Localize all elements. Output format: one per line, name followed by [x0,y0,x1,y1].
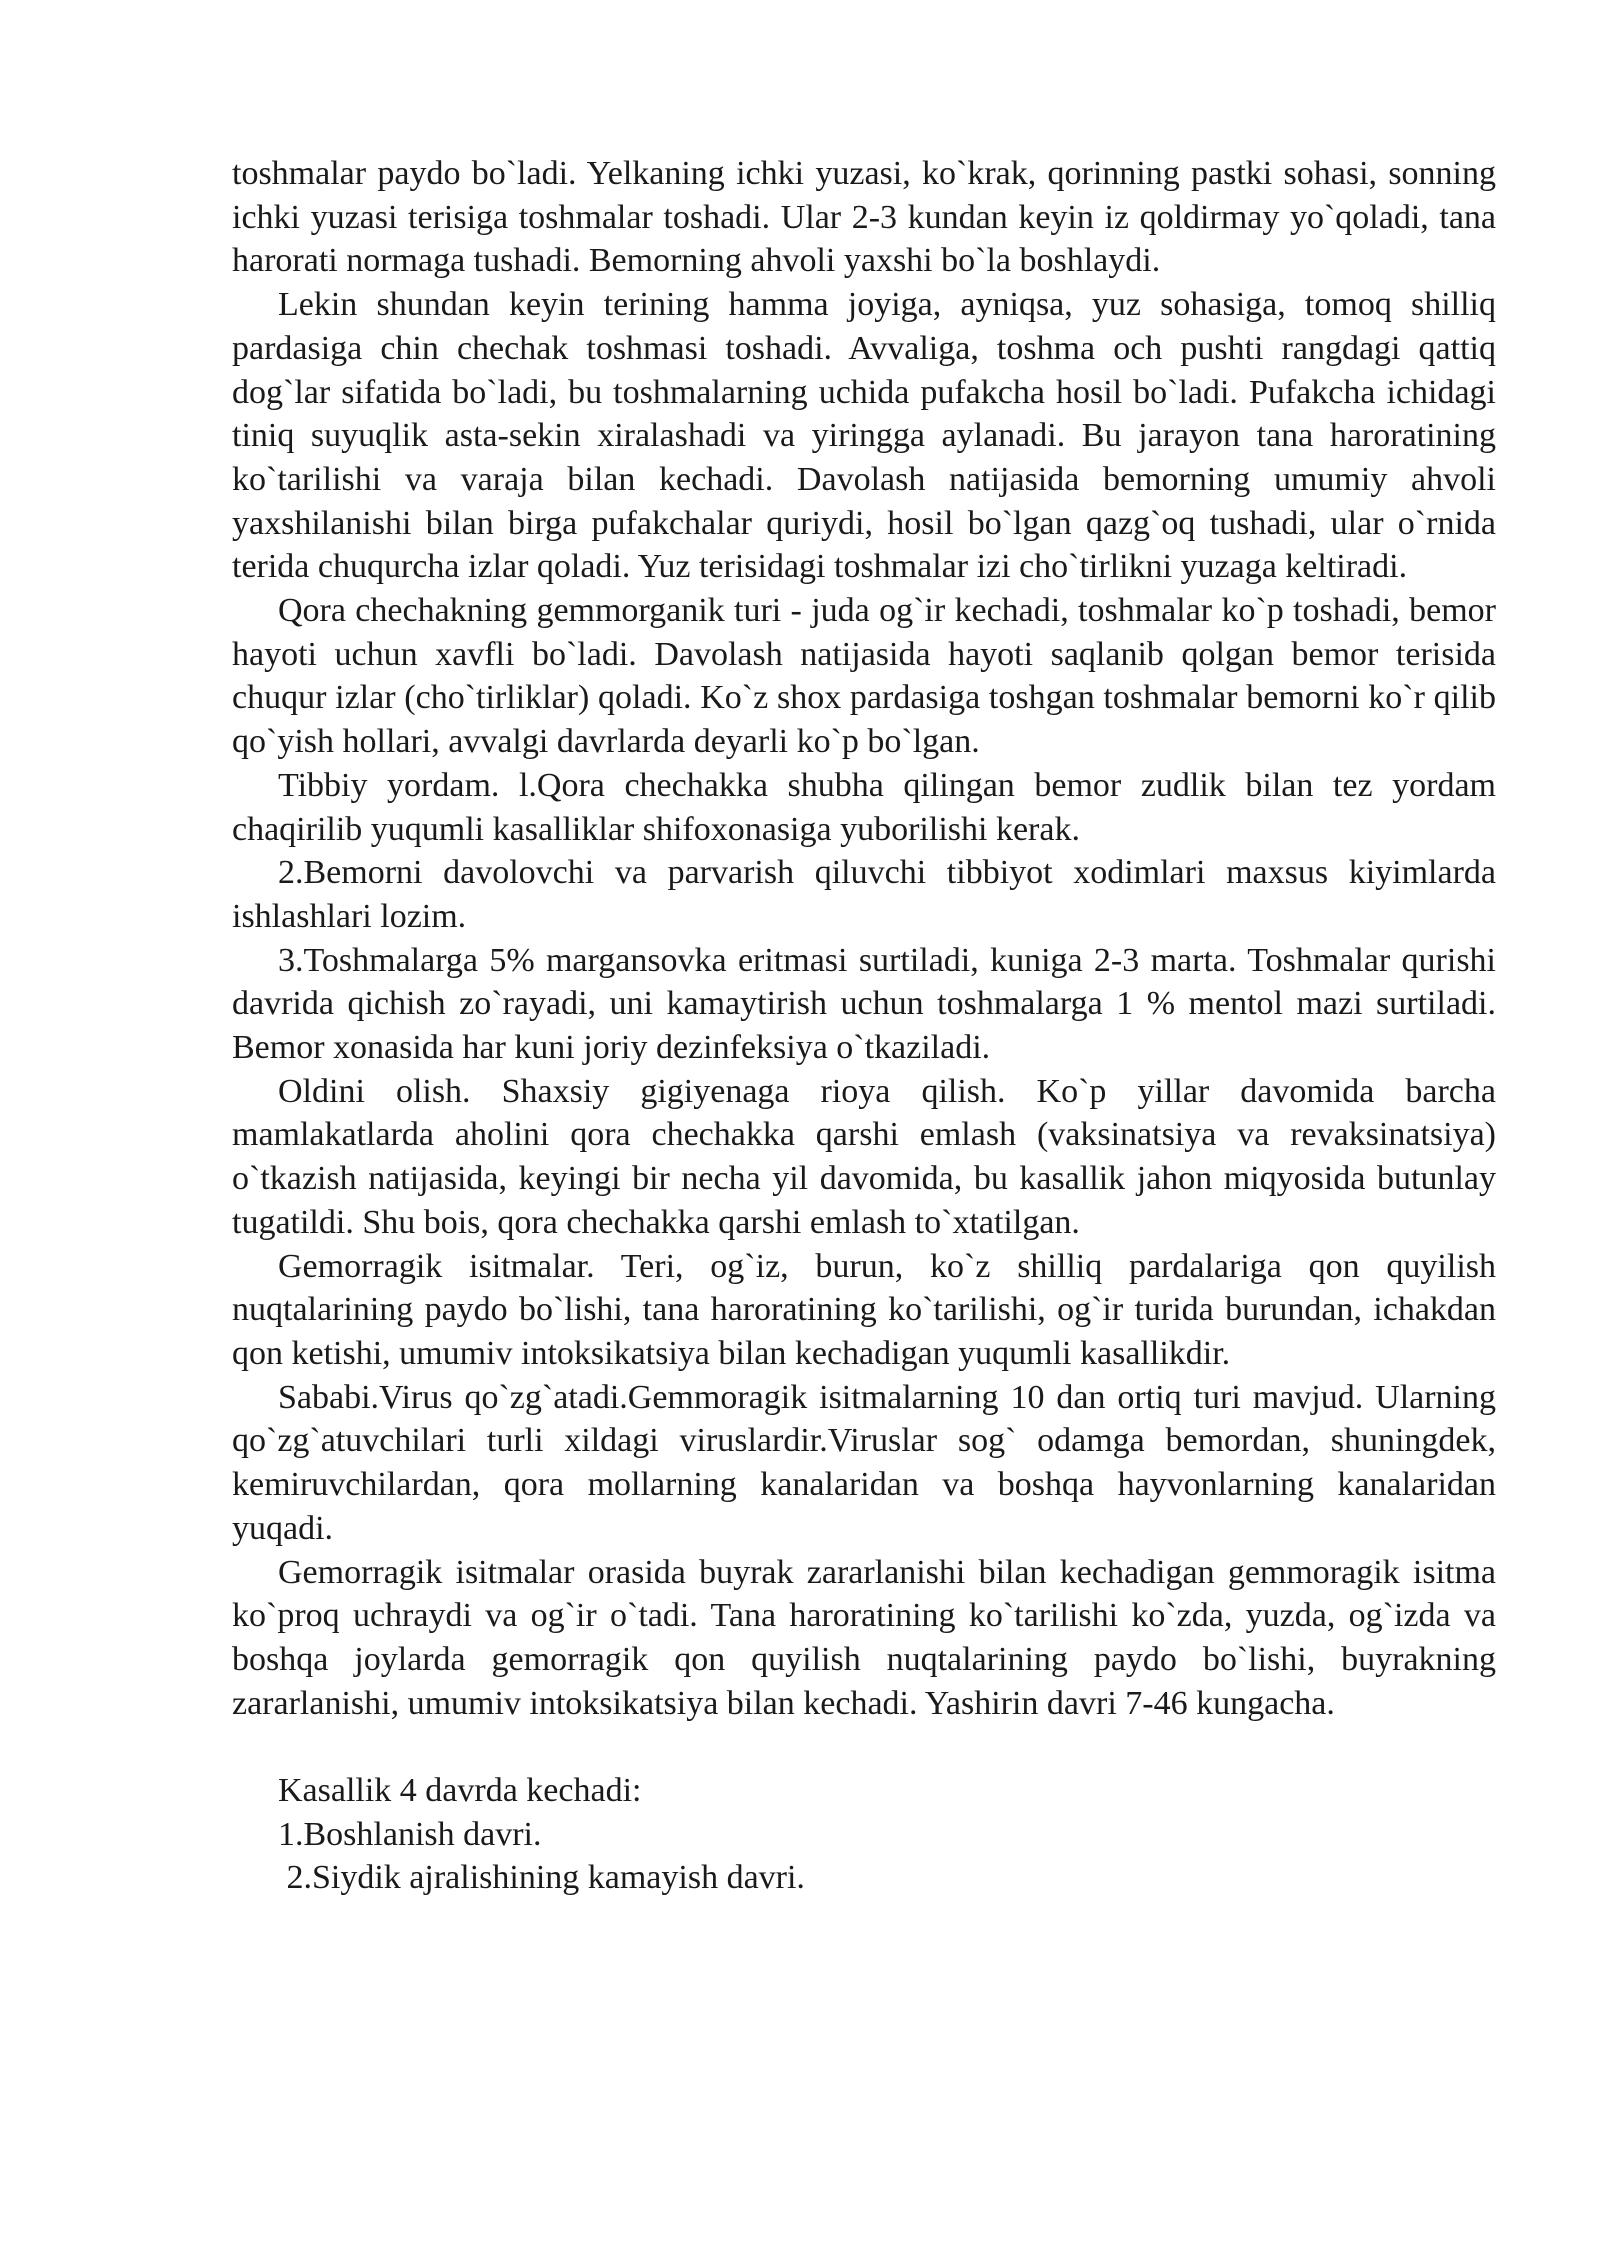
paragraph-staff-clothing: 2.Bemorni davolovchi va parvarish qiluvchi tibbiyot xodimlari maxsus kiyimlarda ishlashlari lozim. [232,854,1496,935]
paragraph-medical-help: Tibbiy yordam. l.Qora chechakka shubha qilingan bemor zudlik bilan tez yordam chaqirilib yuqumli kasalliklar shifoxonasiga yuborilishi kerak. [232,766,1496,848]
document-page [232,152,1496,1900]
blank-line [232,1725,1496,1769]
paragraph-cause: Sababi.Virus qo`zg`atadi.Gemmoragik isitmalarning 10 dan ortiq turi mavjud. Ularning qo`zg`atuvchilari turli xildagi viruslardir.Viruslar sog` odamga bemordan, shuningdek, kemiruvchilardan, qora mollarning kanalaridan va boshqa hayvonlarning kanalaridan yuqadi. [232,1378,1496,1547]
list-item: 2.Siydik ajralishining kamayish davri. [278,1859,805,1897]
paragraph-prevention: Oldini olish. Shaxsiy gigiyenaga rioya qilish. Ko`p yillar davomida barcha mamlakatlarda aholini qora chechakka qarshi emlash (vaksinatsiya va revaksinatsiya) o`tkazish natijasida, keyingi bir necha yil davomida, bu kasallik jahon miqyosida butunlay tugatildi. Shu bois, qora chechakka qarshi emlash to`xtatilgan. [232,1072,1496,1241]
list-item: 1.Boshlanish davri. [278,1815,542,1853]
list-heading: Kasallik 4 davrda kechadi: [278,1772,642,1809]
paragraph-hemorrhagic-fevers: Gemorragik isitmalar. Teri, og`iz, burun, ko`z shilliq pardalariga qon quyilish nuqtalarining paydo bo`lishi, tana haroratining ko`tarilishi, og`ir turida burundan, ichakdan qon ketishi, umumiv intoksikatsiya bilan kechadigan yuqumli kasallikdir. [232,1247,1496,1372]
paragraph-hemorrhagic-type: Qora chechakning gemmorganik turi - juda og`ir kechadi, toshmalar ko`p toshadi, bemor hayoti uchun xavfli bo`ladi. Davolash natijasida hayoti saqlanib qolgan bemor terisida chuqur izlar (cho`tirliklar) qoladi. Ko`z shox pardasiga toshgan toshmalar bemorni ko`r qilib qo`yish hollari, avvalgi davrlarda deyarli ko`p bo`lgan. [232,592,1496,761]
paragraph-rash-description: Lekin shundan keyin terining hamma joyiga, ayniqsa, yuz sohasiga, tomoq shilliq pardasiga chin chechak toshmasi toshadi. Avvaliga, toshma och pushti rangdagi qattiq dog`lar sifatida bo`ladi, bu toshmalarning uchida pufakcha hosil bo`ladi. Pufakcha ichidagi tiniq suyuqlik asta-sekin xiralashadi va yiringga aylanadi. Bu jarayon tana haroratining ko`tarilishi va varaja bilan kechadi. Davolash natijasida bemorning umumiy ahvoli yaxshilanishi bilan birga pufakchalar quriydi, hosil bo`lgan qazg`oq tushadi, ular o`rnida terida chuqurcha izlar qoladi. Yuz terisidagi toshmalar izi cho`tirlikni yuzaga keltiradi. [232,286,1496,586]
paragraph-renal-fever: Gemorragik isitmalar orasida buyrak zararlanishi bilan kechadigan gemmoragik isitma ko`proq uchraydi va og`ir o`tadi. Tana haroratining ko`tarilishi ko`zda, yuzda, og`izda va boshqa joylarda gemorragik qon quyilish nuqtalarining paydo bo`lishi, buyrakning zararlanishi, umumiv intoksikatsiya bilan kechadi. Yashirin davri 7-46 kungacha. [232,1553,1496,1722]
paragraph-rash-treatment: 3.Toshmalarga 5% margansovka eritmasi surtiladi, kuniga 2-3 marta. Toshmalar qurishi davrida qichish zo`rayadi, uni kamaytirish uchun toshmalarga 1 % mentol mazi surtiladi. Bemor xonasida har kuni joriy dezinfeksiya o`tkaziladi. [232,941,1496,1067]
paragraph-continuation: toshmalar paydo bo`ladi. Yelkaning ichki yuzasi, ko`krak, qorinning pastki sohasi, sonning ichki yuzasi terisiga toshmalar toshadi. Ular 2-3 kundan keyin iz qoldirmay yo`qoladi, tana harorati normaga tushadi. Bemorning ahvoli yaxshi bo`la boshlaydi. [232,155,1496,280]
